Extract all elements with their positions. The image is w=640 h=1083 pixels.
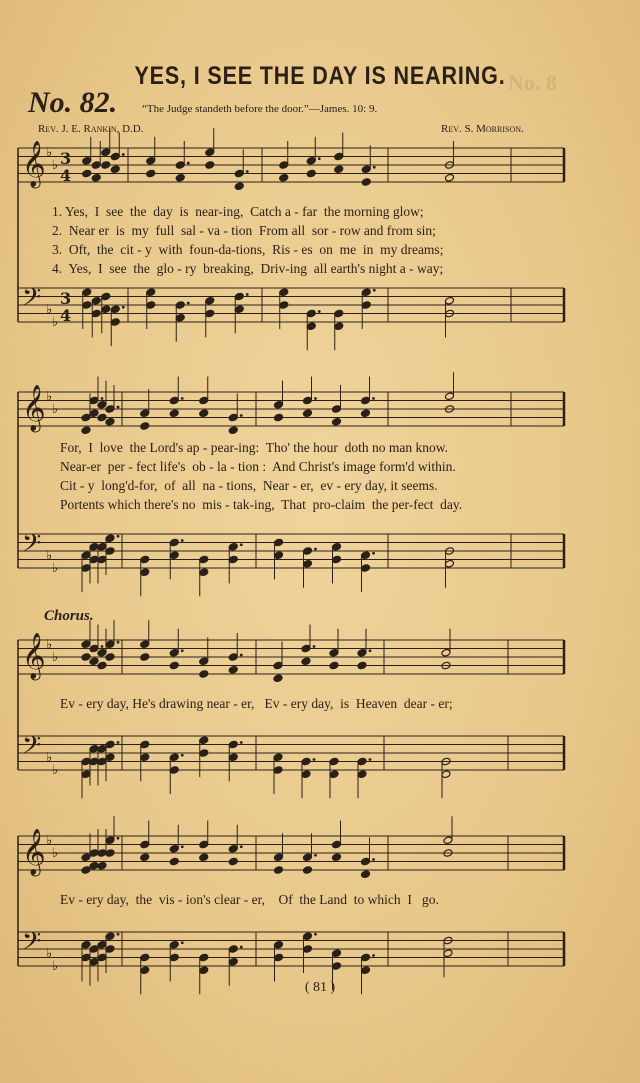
note-head bbox=[140, 753, 150, 762]
note-head bbox=[97, 400, 107, 409]
time-signature-bottom: 4 bbox=[60, 166, 72, 186]
dot bbox=[117, 933, 120, 936]
note-head bbox=[146, 156, 156, 165]
dot bbox=[181, 754, 184, 757]
note-head bbox=[361, 953, 371, 962]
note-head bbox=[105, 534, 115, 543]
note-head bbox=[105, 740, 115, 749]
note-head bbox=[303, 547, 313, 556]
note-head bbox=[199, 966, 209, 975]
flat-icon: ♭ bbox=[52, 846, 59, 861]
dot bbox=[181, 397, 184, 400]
dot bbox=[246, 170, 249, 173]
note-head bbox=[169, 766, 179, 775]
note-head bbox=[82, 301, 92, 310]
dot bbox=[122, 306, 125, 309]
dot bbox=[372, 954, 375, 957]
note-head bbox=[101, 148, 111, 157]
note-head bbox=[279, 173, 289, 182]
dot bbox=[372, 858, 375, 861]
note-head bbox=[140, 640, 150, 649]
dot bbox=[240, 414, 243, 417]
note-head bbox=[169, 538, 179, 547]
note-head bbox=[273, 674, 283, 683]
bass-clef-icon: 𝄢 bbox=[22, 529, 42, 565]
note-head bbox=[199, 953, 209, 962]
treble-clef-icon: 𝄞 bbox=[22, 384, 46, 431]
note-head bbox=[361, 966, 371, 975]
dot bbox=[187, 162, 190, 165]
music-system-4 bbox=[14, 828, 570, 986]
flat-icon: ♭ bbox=[46, 389, 53, 405]
note-head bbox=[140, 953, 150, 962]
note-head bbox=[445, 173, 455, 182]
music-system-2 bbox=[14, 384, 570, 582]
note-head bbox=[332, 417, 342, 426]
note-head bbox=[361, 564, 371, 573]
dot bbox=[117, 406, 120, 409]
note-head bbox=[97, 953, 107, 962]
note-head bbox=[81, 640, 91, 649]
flat-icon: ♭ bbox=[52, 158, 59, 173]
note-head bbox=[274, 853, 284, 862]
dot bbox=[373, 289, 376, 292]
note-head bbox=[97, 555, 107, 564]
note-head bbox=[274, 538, 284, 547]
note-head bbox=[332, 405, 342, 414]
hymn-title: YES, I SEE THE DAY IS NEARING. bbox=[134, 62, 506, 90]
note-head bbox=[105, 945, 115, 954]
dot bbox=[314, 854, 317, 857]
note-head bbox=[228, 426, 238, 435]
note-head bbox=[361, 409, 371, 418]
note-head bbox=[441, 770, 451, 779]
note-head bbox=[89, 396, 99, 405]
author-credit: Rev. J. E. Rankin, D.D. bbox=[38, 123, 144, 135]
flat-icon: ♭ bbox=[46, 145, 53, 161]
note-head bbox=[169, 661, 179, 670]
note-head bbox=[332, 853, 342, 862]
note-head bbox=[357, 661, 367, 670]
note-head bbox=[81, 940, 91, 949]
dot bbox=[313, 645, 316, 648]
note-head bbox=[228, 555, 238, 564]
note-head bbox=[82, 169, 92, 178]
note-head bbox=[303, 559, 313, 568]
verse-3-line-b: Cit - y long'd-for, of all na - tions, Near - er, ev - ery day, it seems. bbox=[60, 478, 438, 493]
dot bbox=[181, 539, 184, 542]
note-head bbox=[334, 322, 344, 331]
note-head bbox=[445, 296, 455, 305]
verse-1-line-b: For, I love the Lord's ap - pear-ing: Tho' the hour doth no man know. bbox=[60, 440, 448, 455]
note-head bbox=[169, 857, 179, 866]
note-head bbox=[91, 161, 101, 170]
dot bbox=[117, 837, 120, 840]
note-head bbox=[332, 949, 342, 958]
note-head bbox=[445, 392, 455, 401]
note-head bbox=[89, 409, 99, 418]
note-head bbox=[361, 288, 371, 297]
note-head bbox=[228, 413, 238, 422]
note-head bbox=[140, 555, 150, 564]
dot bbox=[318, 157, 321, 160]
flat-icon: ♭ bbox=[52, 959, 59, 974]
dot bbox=[318, 310, 321, 313]
chorus-line-2: Ev - ery day, the vis - ion's clear - er, Of the Land to which I go. bbox=[60, 892, 439, 907]
note-head bbox=[274, 953, 284, 962]
note-head bbox=[334, 165, 344, 174]
note-head bbox=[175, 313, 185, 322]
note-head bbox=[82, 156, 92, 165]
note-head bbox=[273, 753, 283, 762]
dot bbox=[181, 649, 184, 652]
note-head bbox=[140, 840, 150, 849]
note-head bbox=[199, 853, 209, 862]
note-head bbox=[329, 757, 339, 766]
note-head bbox=[140, 568, 150, 577]
note-head bbox=[228, 665, 238, 674]
dot bbox=[369, 649, 372, 652]
dot bbox=[240, 946, 243, 949]
note-head bbox=[274, 400, 284, 409]
note-head bbox=[334, 309, 344, 318]
note-head bbox=[301, 757, 311, 766]
note-head bbox=[105, 405, 115, 414]
note-head bbox=[146, 288, 156, 297]
note-head bbox=[110, 152, 120, 161]
note-head bbox=[443, 836, 453, 845]
bass-clef-icon: 𝄢 bbox=[22, 927, 42, 963]
note-head bbox=[146, 169, 156, 178]
note-head bbox=[199, 840, 209, 849]
note-head bbox=[279, 288, 289, 297]
verse-1-line-a: 1. Yes, I see the day is near-ing, Catch a - far the morning glow; bbox=[52, 204, 424, 219]
note-head bbox=[97, 661, 107, 670]
note-head bbox=[169, 940, 179, 949]
dot bbox=[181, 941, 184, 944]
note-head bbox=[82, 288, 92, 297]
note-head bbox=[329, 648, 339, 657]
music-system-3 bbox=[14, 632, 570, 790]
note-head bbox=[357, 757, 367, 766]
note-head bbox=[361, 870, 371, 879]
note-head bbox=[357, 648, 367, 657]
flat-icon: ♭ bbox=[52, 561, 59, 576]
note-head bbox=[199, 396, 209, 405]
dot bbox=[314, 933, 317, 936]
note-head bbox=[89, 657, 99, 666]
note-head bbox=[301, 657, 311, 666]
flat-icon: ♭ bbox=[46, 946, 53, 962]
note-head bbox=[303, 409, 313, 418]
note-head bbox=[228, 844, 238, 853]
note-head bbox=[274, 551, 284, 560]
note-head bbox=[91, 173, 101, 182]
note-head bbox=[332, 962, 342, 971]
note-head bbox=[199, 749, 209, 758]
flat-icon: ♭ bbox=[46, 302, 53, 318]
flat-icon: ♭ bbox=[52, 763, 59, 778]
note-head bbox=[303, 866, 313, 875]
note-head bbox=[81, 426, 91, 435]
note-head bbox=[199, 670, 209, 679]
verse-3-line-a: 3. Oft, the cit - y with foun-da-tions, Ris - es on me in my dreams; bbox=[52, 242, 444, 257]
note-head bbox=[279, 161, 289, 170]
note-head bbox=[175, 173, 185, 182]
note-head bbox=[274, 413, 284, 422]
dot bbox=[240, 741, 243, 744]
dot bbox=[101, 645, 104, 648]
note-head bbox=[105, 932, 115, 941]
page-number: ( 81 ) bbox=[304, 980, 336, 995]
note-head bbox=[332, 840, 342, 849]
note-head bbox=[105, 836, 115, 845]
dot bbox=[314, 548, 317, 551]
verse-4-line-b: Portents which there's no mis - tak-ing, That pro-claim the per-fect day. bbox=[60, 497, 463, 512]
composer-credit: Rev. S. Morrison. bbox=[441, 123, 524, 135]
note-head bbox=[303, 932, 313, 941]
note-head bbox=[169, 648, 179, 657]
dot bbox=[187, 302, 190, 305]
note-head bbox=[357, 770, 367, 779]
note-head bbox=[361, 857, 371, 866]
note-head bbox=[81, 551, 91, 560]
note-head bbox=[169, 551, 179, 560]
note-head bbox=[105, 753, 115, 762]
note-head bbox=[234, 305, 244, 314]
note-head bbox=[81, 653, 91, 662]
dot bbox=[117, 741, 120, 744]
note-head bbox=[274, 940, 284, 949]
dot bbox=[117, 535, 120, 538]
note-head bbox=[97, 940, 107, 949]
note-head bbox=[332, 542, 342, 551]
flat-icon: ♭ bbox=[46, 750, 53, 766]
note-head bbox=[110, 165, 120, 174]
note-head bbox=[234, 182, 244, 191]
note-head bbox=[303, 853, 313, 862]
dot bbox=[246, 293, 249, 296]
note-head bbox=[81, 953, 91, 962]
note-head bbox=[445, 559, 455, 568]
music-staff-graphic bbox=[14, 632, 570, 790]
note-head bbox=[234, 169, 244, 178]
note-head bbox=[234, 292, 244, 301]
note-head bbox=[140, 740, 150, 749]
dot bbox=[122, 153, 125, 156]
dot bbox=[313, 758, 316, 761]
verse-2-line-a: 2. Near er is my full sal - va - tion From all sor - row and from sin; bbox=[52, 223, 436, 238]
note-head bbox=[199, 568, 209, 577]
note-head bbox=[169, 953, 179, 962]
note-head bbox=[101, 161, 111, 170]
note-head bbox=[205, 148, 215, 157]
flat-icon: ♭ bbox=[46, 833, 53, 849]
note-head bbox=[279, 301, 289, 310]
dot bbox=[101, 397, 104, 400]
dot bbox=[372, 397, 375, 400]
note-head bbox=[361, 551, 371, 560]
note-head bbox=[101, 305, 111, 314]
note-head bbox=[228, 753, 238, 762]
note-head bbox=[329, 661, 339, 670]
note-head bbox=[105, 417, 115, 426]
treble-clef-icon: 𝄞 bbox=[22, 828, 46, 875]
note-head bbox=[306, 322, 316, 331]
note-head bbox=[306, 309, 316, 318]
note-head bbox=[205, 161, 215, 170]
note-head bbox=[97, 861, 107, 870]
note-head bbox=[303, 945, 313, 954]
dot bbox=[117, 641, 120, 644]
note-head bbox=[101, 292, 111, 301]
treble-clef-icon: 𝄞 bbox=[22, 632, 46, 679]
dot bbox=[240, 654, 243, 657]
note-head bbox=[306, 156, 316, 165]
note-head bbox=[301, 644, 311, 653]
note-head bbox=[306, 169, 316, 178]
bass-clef-icon: 𝄢 bbox=[22, 731, 42, 767]
note-head bbox=[169, 753, 179, 762]
note-head bbox=[199, 409, 209, 418]
note-head bbox=[105, 640, 115, 649]
note-head bbox=[199, 736, 209, 745]
note-head bbox=[175, 161, 185, 170]
note-head bbox=[273, 661, 283, 670]
dot bbox=[181, 845, 184, 848]
note-head bbox=[97, 648, 107, 657]
epigraph: “The Judge standeth before the door.”—James. 10: 9. bbox=[142, 103, 378, 115]
note-head bbox=[361, 165, 371, 174]
note-head bbox=[140, 966, 150, 975]
flat-icon: ♭ bbox=[46, 548, 53, 564]
note-head bbox=[443, 949, 453, 958]
music-staff-graphic bbox=[14, 828, 570, 986]
note-head bbox=[91, 309, 101, 318]
note-head bbox=[199, 657, 209, 666]
verse-4-line-a: 4. Yes, I see the glo - ry breaking, Driv-ing all earth's night a - way; bbox=[52, 261, 444, 276]
note-head bbox=[303, 396, 313, 405]
note-head bbox=[105, 547, 115, 556]
note-head bbox=[228, 945, 238, 954]
note-head bbox=[199, 555, 209, 564]
note-head bbox=[205, 309, 215, 318]
dot bbox=[240, 845, 243, 848]
note-head bbox=[169, 409, 179, 418]
time-signature-bottom: 4 bbox=[60, 306, 72, 326]
note-head bbox=[81, 564, 91, 573]
note-head bbox=[140, 853, 150, 862]
note-head bbox=[361, 178, 371, 187]
note-head bbox=[146, 301, 156, 310]
note-head bbox=[228, 740, 238, 749]
note-head bbox=[175, 301, 185, 310]
note-head bbox=[169, 396, 179, 405]
note-head bbox=[274, 866, 284, 875]
note-head bbox=[81, 770, 91, 779]
dot bbox=[373, 166, 376, 169]
note-head bbox=[205, 296, 215, 305]
note-head bbox=[89, 644, 99, 653]
note-head bbox=[441, 648, 451, 657]
verse-2-line-b: Near-er per - fect life's ob - la - tion : And Christ's image form'd within. bbox=[60, 459, 456, 474]
note-head bbox=[91, 296, 101, 305]
note-head bbox=[361, 301, 371, 310]
flat-icon: ♭ bbox=[52, 402, 59, 417]
note-head bbox=[97, 413, 107, 422]
note-head bbox=[110, 318, 120, 327]
bass-clef-icon: 𝄢 bbox=[22, 283, 42, 319]
note-head bbox=[228, 857, 238, 866]
note-head bbox=[110, 305, 120, 314]
note-head bbox=[361, 396, 371, 405]
note-head bbox=[97, 542, 107, 551]
dot bbox=[372, 552, 375, 555]
note-head bbox=[329, 770, 339, 779]
flat-icon: ♭ bbox=[52, 315, 59, 330]
note-head bbox=[228, 542, 238, 551]
note-head bbox=[273, 766, 283, 775]
note-head bbox=[228, 653, 238, 662]
note-head bbox=[105, 653, 115, 662]
chorus-line-1: Ev - ery day, He's drawing near - er, Ev - ery day, is Heaven dear - er; bbox=[60, 696, 453, 711]
note-head bbox=[332, 555, 342, 564]
dot bbox=[240, 543, 243, 546]
note-head bbox=[301, 770, 311, 779]
note-head bbox=[105, 849, 115, 858]
flat-icon: ♭ bbox=[46, 637, 53, 653]
hymn-number: No. 82. bbox=[28, 86, 118, 119]
dot bbox=[369, 758, 372, 761]
bleed-through: No. 8 bbox=[508, 70, 557, 95]
note-head bbox=[228, 957, 238, 966]
music-system-1 bbox=[14, 140, 570, 338]
dot bbox=[314, 397, 317, 400]
note-head bbox=[169, 844, 179, 853]
note-head bbox=[140, 422, 150, 431]
note-head bbox=[140, 409, 150, 418]
flat-icon: ♭ bbox=[52, 650, 59, 665]
note-head bbox=[140, 653, 150, 662]
chorus-label: Chorus. bbox=[44, 608, 94, 624]
treble-clef-icon: 𝄞 bbox=[22, 140, 46, 187]
time-signature-top: 3 bbox=[60, 289, 72, 309]
note-head bbox=[334, 152, 344, 161]
time-signature-top: 3 bbox=[60, 149, 72, 169]
